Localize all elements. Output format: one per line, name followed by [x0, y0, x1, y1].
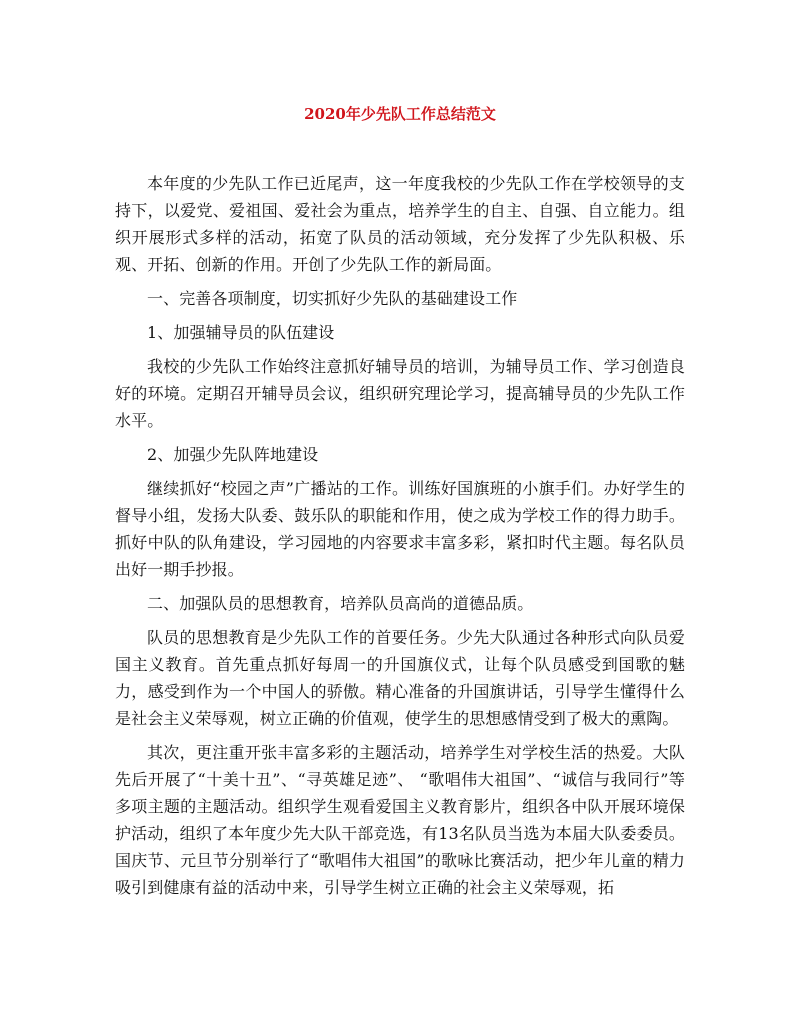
paragraph-counselor-training: 我校的少先队工作始终注意抓好辅导员的培训，为辅导员工作、学习创造良好的环境。定期召开辅导员会议，组织研究理论学习，提高辅导员的少先队工作水平。: [115, 357, 685, 430]
paragraph-position-building: 继续抓好“校园之声”广播站的工作。训练好国旗班的小旗手们。办好学生的督导小组，发扬大队委、鼓乐队的职能和作用，使之成为学校工作的得力助手。抓好中队的队角建设，学习园地的内容要求丰富多彩，紧扣时代主题。每名队员出好一期手抄报。: [115, 479, 685, 579]
paragraph-theme-activities: 其次，更注重开张丰富多彩的主题活动，培养学生对学校生活的热爱。大队先后开展了“十美十丑”、“寻英雄足迹”、 “歌唱伟大祖国”、“诚信与我同行”等多项主题的主题活动。组织学生观看爱国主义教育影片，组织各中队开展环境保护活动，组织了本年度少先大队干部竞选，有13名队员当选为本届大队委委员。国庆节、元旦节分别举行了“歌唱伟大祖国”的歌咏比赛活动，把少年儿童的精力吸引到健康有益的活动中来，引导学生树立正确的社会主义荣辱观，拓: [115, 743, 685, 897]
subsection-heading-2: 2、加强少先队阵地建设: [147, 445, 319, 464]
paragraph-intro: 本年度的少先队工作已近尾声，这一年度我校的少先队工作在学校领导的支持下，以爱党、爱祖国、爱社会为重点，培养学生的自主、自强、自立能力。组织开展形式多样的活动，拓宽了队员的活动领域，充分发挥了少先队积极、乐观、开拓、创新的作用。开创了少先队工作的新局面。: [115, 174, 685, 274]
paragraph-ideological-education: 队员的思想教育是少先队工作的首要任务。少先大队通过各种形式向队员爱国主义教育。首先重点抓好每周一的升国旗仪式，让每个队员感受到国歌的魅力，感受到作为一个中国人的骄傲。精心准备的升国旗讲话，引导学生懂得什么是社会主义荣辱观，树立正确的价值观，使学生的思想感情受到了极大的熏陶。: [115, 628, 685, 728]
section-heading-1: 一、完善各项制度，切实抓好少先队的基础建设工作: [147, 289, 518, 308]
section-heading-2: 二、加强队员的思想教育，培养队员高尚的道德品质。: [147, 594, 534, 613]
document-title: 2020年少先队工作总结范文: [304, 105, 496, 123]
document-body: [115, 170, 685, 908]
subsection-heading-1: 1、加强辅导员的队伍建设: [147, 323, 335, 342]
